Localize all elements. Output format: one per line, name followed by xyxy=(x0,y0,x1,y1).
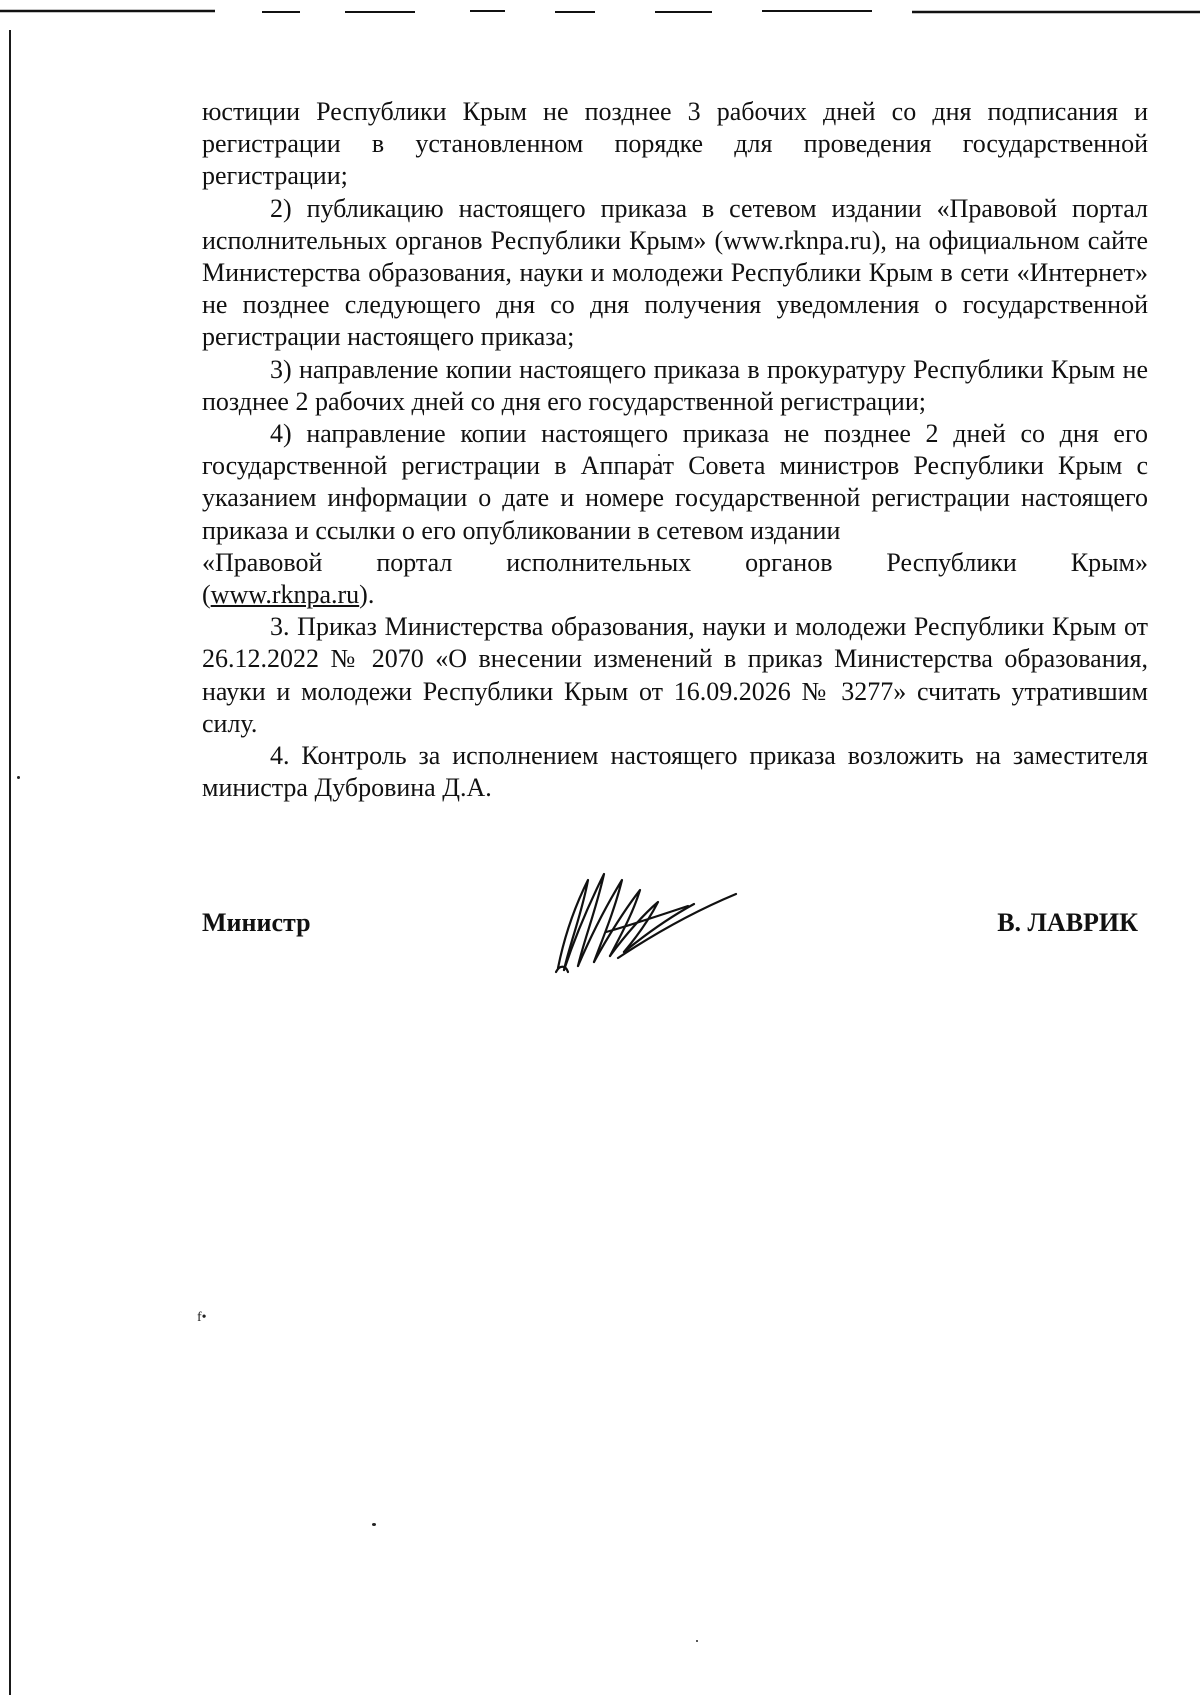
scan-mark: f• xyxy=(197,1310,207,1325)
handwritten-signature xyxy=(548,868,738,978)
rknpa-link[interactable]: www.rknpa.ru xyxy=(210,580,360,610)
scan-speck xyxy=(372,1523,376,1526)
scan-top-border xyxy=(0,8,1200,14)
signatory-role: Министр xyxy=(202,908,311,937)
paragraph-item-3: 3) направление копии настоящего приказа в прокуратуру Республики Крым не позднее 2 рабочих дней со дня его государственной регистрации; xyxy=(202,354,1148,416)
scan-speck xyxy=(696,1640,698,1642)
scan-left-edge xyxy=(9,30,11,1695)
paragraph-item-2: 2) публикацию настоящего приказа в сетевом издании «Правовой портал исполнительных органов Республики Крым» (www.rknpa.ru), на официальном сайте Министерства образования, науки и молодежи Республики Крым в сети «Интернет» не позднее следующего дня со дня получения уведомления о государственной регистрации настоящего приказа; xyxy=(202,193,1148,352)
link-tail: ). xyxy=(359,580,375,610)
paragraph-clause-4: 4. Контроль за исполнением настоящего приказа возложить на заместителя министра Дубровина Д.А. xyxy=(202,741,1148,803)
paragraph-item-4-link-line: (www.rknpa.ru). xyxy=(202,580,375,610)
paragraph-item-4-portal-name: «Правовой портал исполнительных органов Республики Крым» xyxy=(202,547,1148,577)
paragraph-clause-3: 3. Приказ Министерства образования, науки и молодежи Республики Крым от 26.12.2022 № 2070 «О внесении изменений в приказ Министерства образования, науки и молодежи Республики Крым от 16.09.2026 № 3277» считать утратившим силу. xyxy=(202,612,1148,738)
scan-speck xyxy=(17,776,20,779)
signatory-name: В. ЛАВРИК xyxy=(997,908,1138,937)
paragraph-continuation: юстиции Республики Крым не позднее 3 рабочих дней со дня подписания и регистрации в установленном порядке для проведения государственной регистрации; xyxy=(202,97,1148,191)
document-body xyxy=(202,96,1148,804)
paragraph-item-4: 4) направление копии настоящего приказа не позднее 2 дней со дня его государственной регистрации в Аппарат Совета министров Республики Крым с указанием информации о дате и номере государственной регистрации настоящего приказа и ссылки о его опубликовании в сетевом издании xyxy=(202,419,1148,545)
